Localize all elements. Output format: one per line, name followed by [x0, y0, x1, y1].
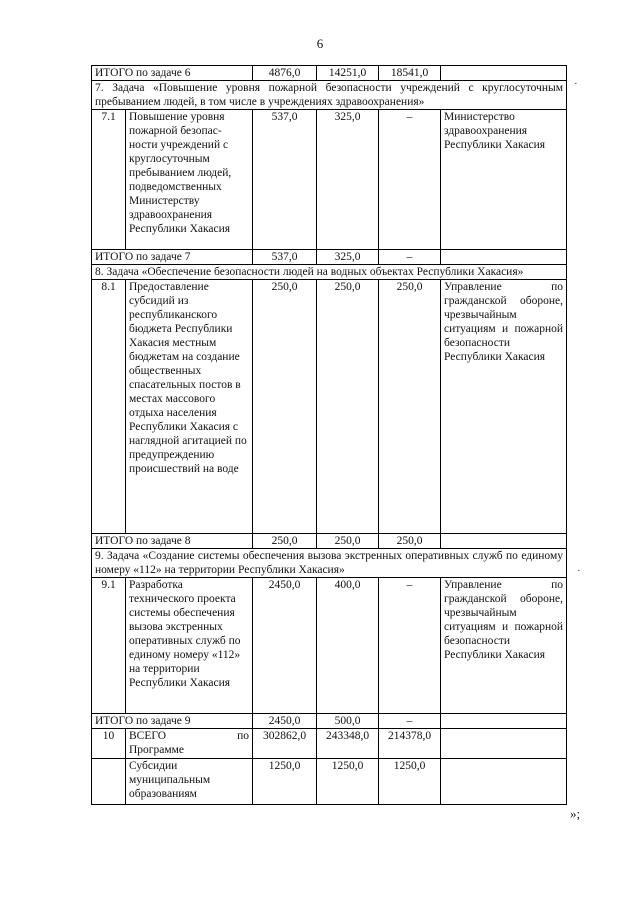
- program-table: [91, 65, 567, 805]
- table-row-task-9: [92, 549, 567, 578]
- empty-cell: [92, 759, 126, 805]
- closing-quote: »;: [570, 806, 581, 821]
- total-label: ИТОГО по задаче 6: [92, 66, 253, 81]
- total-label: ИТОГО по задаче 9: [92, 714, 253, 729]
- total-all-label: Программе: [129, 744, 185, 756]
- empty-cell: [441, 250, 567, 265]
- value-cell: 243348,0: [317, 729, 379, 759]
- value-cell: 1250,0: [317, 759, 379, 805]
- empty-cell: [441, 729, 567, 759]
- value-cell: 2450,0: [253, 714, 317, 729]
- executor-cell: Министерство здравоохранения Республики Хакасия: [441, 110, 567, 250]
- value-cell: 325,0: [317, 110, 379, 250]
- value-cell: –: [379, 110, 441, 250]
- empty-cell: [441, 534, 567, 549]
- value-cell: 1250,0: [379, 759, 441, 805]
- value-cell: 250,0: [317, 534, 379, 549]
- value-cell: 250,0: [253, 280, 317, 534]
- value-cell: –: [379, 714, 441, 729]
- value-cell: –: [379, 578, 441, 714]
- measure-name: [126, 729, 253, 759]
- empty-cell: [441, 714, 567, 729]
- table-row-task-7: [92, 81, 567, 110]
- table-row-9-1: [92, 578, 567, 714]
- value-cell: 325,0: [317, 250, 379, 265]
- page-number: 6: [316, 36, 324, 51]
- table-row-task-8: [92, 265, 567, 280]
- total-label: ИТОГО по задаче 8: [92, 534, 253, 549]
- value-cell: 302862,0: [253, 729, 317, 759]
- row-number: 9.1: [92, 578, 126, 714]
- value-cell: 537,0: [253, 250, 317, 265]
- scan-dot: ·: [577, 565, 581, 577]
- value-cell: 400,0: [317, 578, 379, 714]
- row-number: 7.1: [92, 110, 126, 250]
- value-cell: 250,0: [253, 534, 317, 549]
- empty-cell: [441, 759, 567, 805]
- value-cell: 500,0: [317, 714, 379, 729]
- measure-name: Предоставление субсидий из республиканского бюджета Республики Хакасия местным бюджетам на создание общественных спасательных постов в местах массового отдыха населения Республики Хакасия с наглядной агитацией по предупреждению происшествий на воде: [126, 280, 253, 534]
- value-cell: 1250,0: [253, 759, 317, 805]
- total-all-label: ВСЕГО: [129, 730, 167, 742]
- table-row-total-9: [92, 714, 567, 729]
- table-row-10: [92, 729, 567, 759]
- value-cell: 537,0: [253, 110, 317, 250]
- value-cell: 4876,0: [253, 66, 317, 81]
- scan-dot: ·: [574, 78, 578, 90]
- table-row-subsidies: [92, 759, 567, 805]
- row-number: 10: [92, 729, 126, 759]
- table-row-7-1: [92, 110, 567, 250]
- total-all-label: по: [237, 730, 249, 742]
- executor-cell: Управление по гражданской обороне, чрезвычайным ситуациям и пожарной безопасности Республики Хакасия: [441, 280, 567, 534]
- value-cell: 2450,0: [253, 578, 317, 714]
- value-cell: 250,0: [317, 280, 379, 534]
- table-row-8-1: [92, 280, 567, 534]
- task-heading: 8. Задача «Обеспечение безопасности людей на водных объектах Республики Хакасия»: [92, 265, 567, 280]
- value-cell: 214378,0: [379, 729, 441, 759]
- value-cell: 18541,0: [379, 66, 441, 81]
- value-cell: 14251,0: [317, 66, 379, 81]
- table-row-total-6: [92, 66, 567, 81]
- empty-cell: [441, 66, 567, 81]
- table-row-total-8: [92, 534, 567, 549]
- table-row-total-7: [92, 250, 567, 265]
- row-number: 8.1: [92, 280, 126, 534]
- task-heading: 7. Задача «Повышение уровня пожарной безопасности учреждений с круглосуточным пребыванием людей, в том числе в учреждениях здравоохранения»: [92, 81, 567, 110]
- total-label: ИТОГО по задаче 7: [92, 250, 253, 265]
- measure-name: Разработка технического проекта системы обеспечения вызова экстренных оперативных служб по единому номеру «112» на территории Республики Хакасия: [126, 578, 253, 714]
- measure-name: Повышение уровня пожарной безопас-ности учреждений с круглосуточным пребыванием людей, подведомственных Министерству здравоохранения Республики Хакасия: [126, 110, 253, 250]
- value-cell: 250,0: [379, 280, 441, 534]
- task-heading: 9. Задача «Создание системы обеспечения вызова экстренных оперативных служб по единому номеру «112» на территории Республики Хакасия»: [92, 549, 567, 578]
- measure-name: Субсидии муниципальным образованиям: [126, 759, 253, 805]
- value-cell: –: [379, 250, 441, 265]
- value-cell: 250,0: [379, 534, 441, 549]
- executor-cell: Управление по гражданской обороне, чрезвычайным ситуациям и пожарной безопасности Республики Хакасия: [441, 578, 567, 714]
